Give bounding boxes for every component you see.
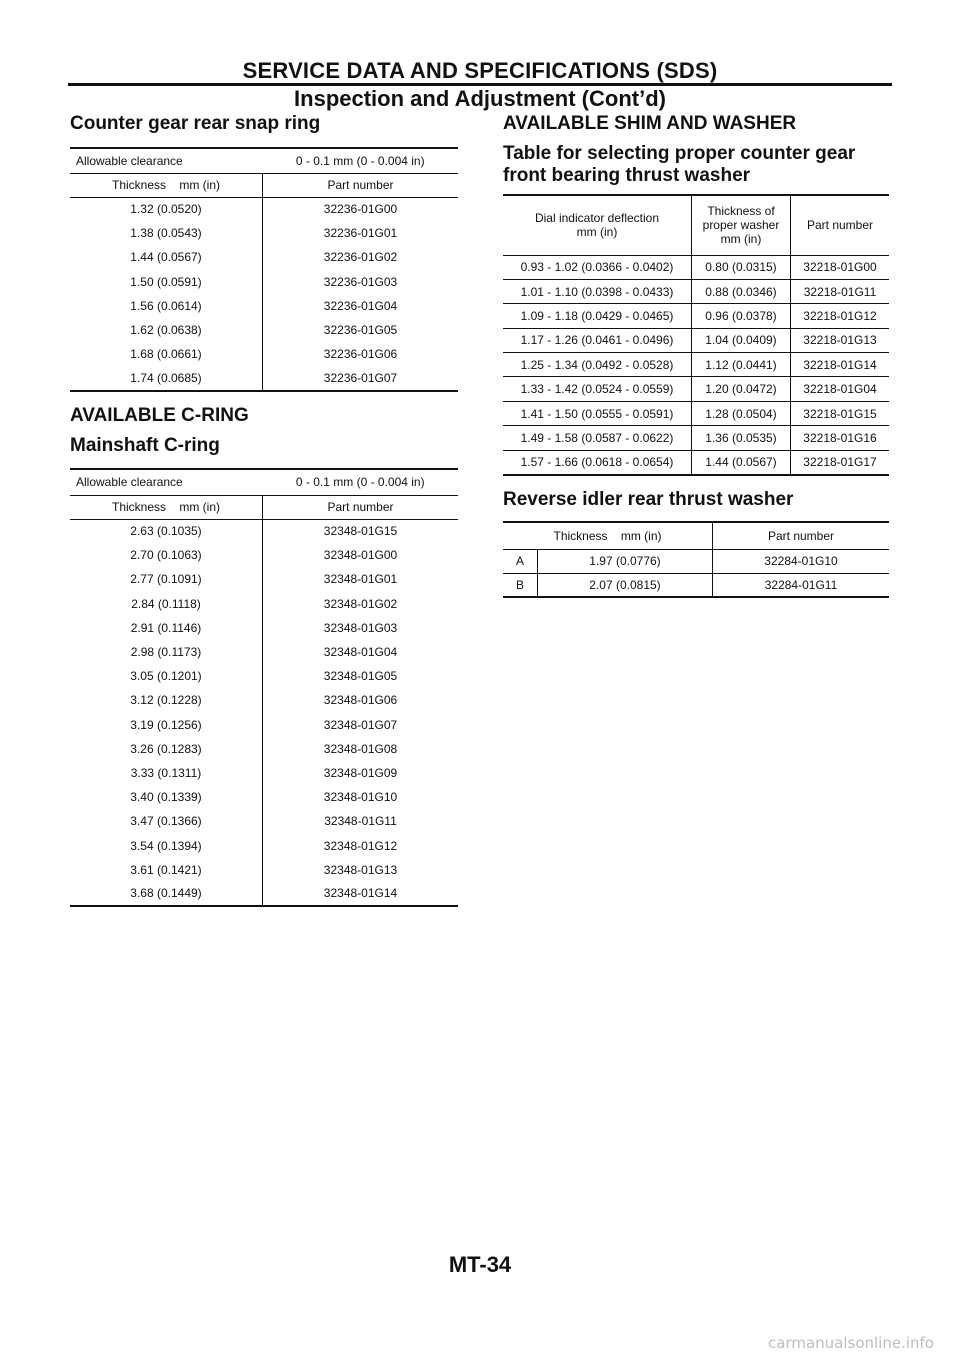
table-cell: 1.01 - 1.10 (0.0398 - 0.0433) (503, 279, 692, 303)
col-dial-indicator (503, 195, 692, 255)
table-cell: 1.68 (0.0661) (70, 342, 263, 366)
watermark: carmanualsonline.info (768, 1334, 934, 1352)
table-row (70, 809, 458, 833)
table-cell: 1.32 (0.0520) (70, 197, 263, 221)
thrust-washer-heading (503, 143, 855, 187)
table-cell: 2.98 (0.1173) (70, 640, 263, 664)
table-cell: 32218-01G15 (791, 401, 890, 425)
table-cell: 1.62 (0.0638) (70, 318, 263, 342)
table-row (503, 573, 889, 597)
idler-heading: Reverse idler rear thrust washer (503, 489, 794, 510)
header-title: SERVICE DATA AND SPECIFICATIONS (SDS) (242, 58, 718, 83)
thrust-washer-heading-line2: front bearing thrust washer (503, 164, 751, 186)
table-cell: 32348-01G08 (323, 741, 398, 756)
snap-ring-heading: Counter gear rear snap ring (70, 113, 321, 134)
table-cell: 32218-01G04 (791, 377, 890, 401)
table-cell: 1.44 (0.0567) (70, 245, 263, 269)
col-thick-line3: mm (in) (720, 232, 762, 247)
shim-section-heading: AVAILABLE SHIM AND WASHER (503, 113, 797, 134)
col-thickness: Thickness mm (in) (503, 522, 713, 549)
table-cell: 32348-01G13 (323, 862, 398, 877)
table-cell: 32236-01G07 (263, 366, 459, 390)
table-cell: 0.88 (0.0346) (692, 279, 791, 303)
clearance-label: Allowable clearance (70, 148, 263, 173)
table-cell: 32236-01G00 (323, 202, 398, 217)
table-cell: 0.93 - 1.02 (0.0366 - 0.0402) (503, 255, 692, 279)
table-cell: 1.97 (0.0776) (538, 549, 713, 573)
page-number: MT-34 (448, 1252, 512, 1277)
table-row (70, 785, 458, 809)
table-row (70, 567, 458, 591)
table-cell: 32218-01G11 (791, 279, 890, 303)
table-row (503, 377, 889, 401)
table-cell: 32218-01G00 (791, 255, 890, 279)
clearance-row (70, 469, 458, 495)
table-row (503, 450, 889, 474)
table-row (503, 328, 889, 352)
table-row (70, 858, 458, 882)
table-cell: 32348-01G01 (323, 572, 398, 587)
table-cell: 1.36 (0.0535) (692, 426, 791, 450)
header-row (503, 522, 889, 549)
table-cell: 1.28 (0.0504) (692, 401, 791, 425)
table-cell: 1.12 (0.0441) (692, 353, 791, 377)
table-row (70, 294, 458, 318)
table-row (70, 221, 458, 245)
table-row (70, 519, 458, 543)
table-row (70, 664, 458, 688)
snap-ring-table (70, 147, 458, 392)
table-row (70, 270, 458, 294)
c-ring-rows (70, 519, 458, 906)
table-cell: 32348-01G10 (323, 790, 398, 805)
table-cell: 1.04 (0.0409) (692, 328, 791, 352)
table-cell: 32236-01G02 (323, 250, 398, 265)
table-cell: 1.20 (0.0472) (692, 377, 791, 401)
c-ring-section-heading: AVAILABLE C-RING (70, 405, 249, 426)
col-part-number: Part number (263, 173, 459, 197)
table-cell: 1.56 (0.0614) (70, 294, 263, 318)
table-row (70, 366, 458, 390)
clearance-value: 0 - 0.1 mm (0 - 0.004 in) (263, 469, 459, 495)
table-row (503, 549, 889, 573)
table-row (70, 616, 458, 640)
table-cell: 0.96 (0.0378) (692, 304, 791, 328)
table-row (70, 882, 458, 906)
table-cell: 2.91 (0.1146) (70, 616, 263, 640)
col-part-number: Part number (791, 195, 890, 255)
clearance-label: Allowable clearance (70, 469, 263, 495)
table-cell: 32348-01G12 (323, 838, 398, 853)
header-row (70, 173, 458, 197)
table-row (70, 245, 458, 269)
table-row (503, 255, 889, 279)
table-cell: 1.57 - 1.66 (0.0618 - 0.0654) (503, 450, 692, 474)
table-cell: 1.74 (0.0685) (70, 366, 263, 390)
table-row (70, 543, 458, 567)
table-cell: 1.49 - 1.58 (0.0587 - 0.0622) (503, 426, 692, 450)
table-cell: 1.25 - 1.34 (0.0492 - 0.0528) (503, 353, 692, 377)
c-ring-heading: Mainshaft C-ring (70, 435, 220, 456)
table-row (70, 342, 458, 366)
table-cell: 2.63 (0.1035) (70, 519, 263, 543)
table-row (70, 761, 458, 785)
table-row (503, 353, 889, 377)
table-cell: 3.54 (0.1394) (70, 833, 263, 857)
table-cell: 32218-01G14 (791, 353, 890, 377)
table-cell: 3.47 (0.1366) (70, 809, 263, 833)
table-row (503, 304, 889, 328)
table-cell: 32348-01G04 (323, 645, 398, 660)
header-row (503, 195, 889, 255)
table-cell: 2.70 (0.1063) (70, 543, 263, 567)
table-row (70, 592, 458, 616)
col-thick-line1: Thickness of (707, 203, 775, 218)
table-cell: 32348-01G15 (323, 524, 398, 539)
table-cell: 32236-01G05 (323, 323, 398, 338)
table-cell: 3.68 (0.1449) (70, 882, 263, 906)
col-dial-line2: mm (in) (576, 225, 618, 240)
table-row (70, 737, 458, 761)
snap-ring-rows (70, 197, 458, 391)
table-cell: 32218-01G16 (791, 426, 890, 450)
table-cell: 32348-01G05 (323, 669, 398, 684)
table-cell: 32236-01G03 (323, 274, 398, 289)
clearance-row (70, 148, 458, 173)
thrust-washer-rows (503, 255, 889, 475)
table-cell: 2.07 (0.0815) (538, 573, 713, 597)
clearance-value: 0 - 0.1 mm (0 - 0.004 in) (263, 148, 459, 173)
table-cell: 32348-01G14 (263, 882, 459, 906)
table-cell: 32218-01G12 (791, 304, 890, 328)
table-cell: 1.33 - 1.42 (0.0524 - 0.0559) (503, 377, 692, 401)
table-cell: 3.05 (0.1201) (70, 664, 263, 688)
thrust-washer-heading-line1: Table for selecting proper counter gear (503, 143, 856, 164)
header-row (70, 495, 458, 519)
table-row (70, 833, 458, 857)
col-part-number: Part number (263, 495, 459, 519)
table-row (503, 401, 889, 425)
table-cell: 32236-01G06 (323, 347, 398, 362)
col-washer-thickness (692, 195, 791, 255)
table-row (70, 197, 458, 221)
table-row (70, 688, 458, 712)
table-cell: 32236-01G04 (323, 298, 398, 313)
table-cell: 0.80 (0.0315) (692, 255, 791, 279)
table-cell: 32348-01G11 (324, 814, 397, 829)
col-thickness: Thickness mm (in) (70, 495, 263, 519)
table-cell: 32218-01G13 (791, 328, 890, 352)
table-cell: 3.19 (0.1256) (70, 713, 263, 737)
table-cell: 3.40 (0.1339) (70, 785, 263, 809)
table-cell: 3.26 (0.1283) (70, 737, 263, 761)
table-row (503, 279, 889, 303)
table-cell: 3.61 (0.1421) (70, 858, 263, 882)
table-cell: 2.77 (0.1091) (70, 567, 263, 591)
table-cell: 1.09 - 1.18 (0.0429 - 0.0465) (503, 304, 692, 328)
table-cell: 3.12 (0.1228) (70, 688, 263, 712)
table-row (70, 713, 458, 737)
table-cell: A (503, 549, 538, 573)
table-cell: 32348-01G00 (323, 548, 398, 563)
table-cell: 1.50 (0.0591) (70, 270, 263, 294)
table-cell: 2.84 (0.1118) (70, 592, 263, 616)
table-row (70, 318, 458, 342)
table-row (70, 640, 458, 664)
table-row (503, 426, 889, 450)
table-cell: 32348-01G03 (323, 620, 398, 635)
col-part-number: Part number (713, 522, 890, 549)
header-subtitle: Inspection and Adjustment (Cont’d) (294, 86, 666, 111)
col-dial-line1: Dial indicator deflection (534, 210, 660, 225)
table-cell: 32236-01G01 (323, 226, 398, 241)
table-cell: 1.38 (0.0543) (70, 221, 263, 245)
table-cell: 1.17 - 1.26 (0.0461 - 0.0496) (503, 328, 692, 352)
idler-rows (503, 549, 889, 597)
table-cell: 32348-01G09 (323, 765, 398, 780)
idler-table (503, 521, 889, 598)
table-cell: 3.33 (0.1311) (70, 761, 263, 785)
thrust-washer-table (503, 194, 889, 476)
table-cell: 32218-01G17 (791, 450, 890, 474)
table-cell: 1.41 - 1.50 (0.0555 - 0.0591) (503, 401, 692, 425)
table-cell: 1.44 (0.0567) (692, 450, 791, 474)
table-cell: 32348-01G06 (323, 693, 398, 708)
col-thick-line2: proper washer (702, 218, 780, 233)
table-cell: 32348-01G02 (323, 596, 398, 611)
col-thickness: Thickness mm (in) (70, 173, 263, 197)
table-cell: 32284-01G10 (713, 549, 890, 573)
c-ring-table (70, 468, 458, 907)
table-cell: 32284-01G11 (713, 573, 890, 597)
table-cell: B (503, 573, 538, 597)
table-cell: 32348-01G07 (323, 717, 398, 732)
